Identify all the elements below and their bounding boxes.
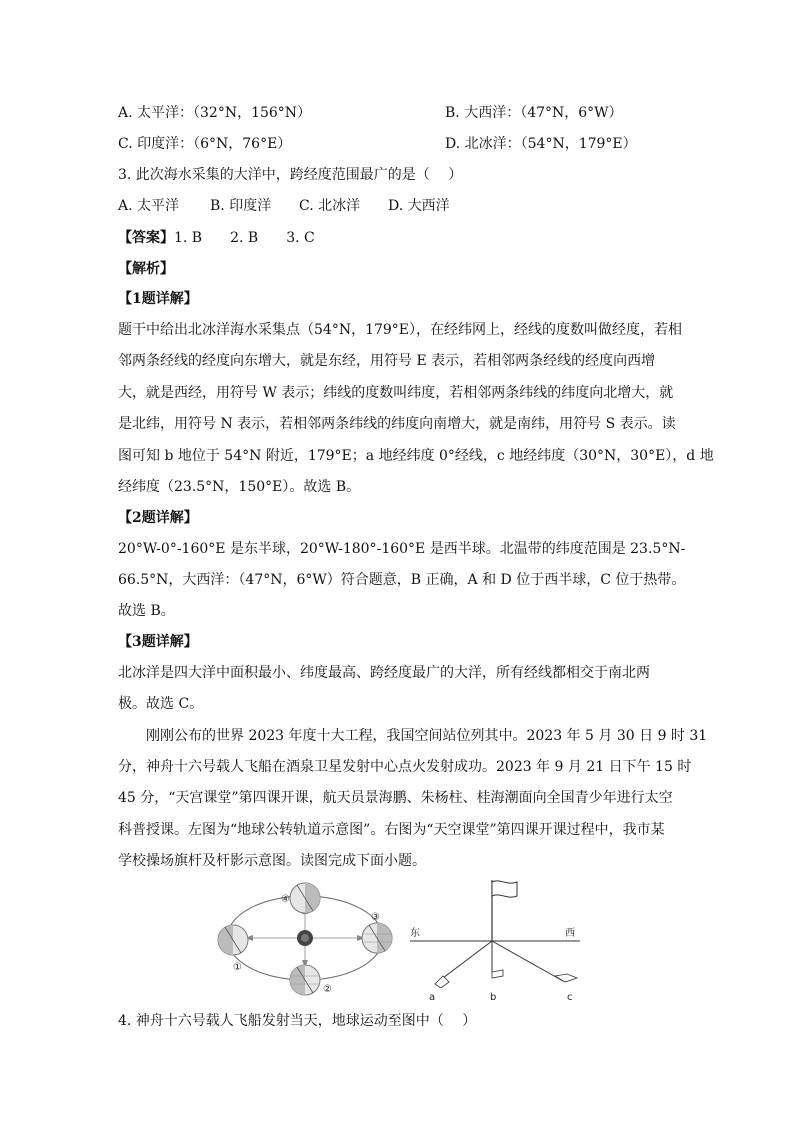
shadow-label-b: b — [490, 992, 497, 1003]
passage-line: 学校操场旗杆及杆影示意图。读图完成下面小题。 — [118, 853, 426, 869]
detail-2-heading: 【2题详解】 — [118, 510, 198, 526]
orbit-label-2: ② — [323, 984, 332, 995]
q3-option-b: B. 印度洋 — [210, 198, 272, 214]
q3-option-a: A. 太平洋 — [118, 198, 180, 214]
detail-1-line: 是北纬，用符号 N 表示，若相邻两条纬线的纬度向南增大，就是南纬，用符号 S 表示。读 — [118, 416, 676, 432]
q2-option-b: B. 大西洋：（47°N，6°W） — [445, 105, 623, 121]
answer-line — [118, 228, 315, 248]
figure-orbit-and-flagpole — [205, 876, 595, 1006]
flag-icon — [492, 881, 517, 897]
detail-1-line: 经纬度（23.5°N，150°E）。故选 B。 — [118, 479, 361, 495]
orbit-label-3: ③ — [371, 912, 380, 923]
q3-stem: 3. 此次海水采集的大洋中，跨经度范围最广的是（ ） — [118, 167, 463, 183]
q2-option-d: D. 北冰洋：（54°N，179°E） — [445, 136, 637, 152]
detail-1-line: 大，就是西经，用符号 W 表示；纬线的度数叫纬度，若相邻两条纬线的纬度向北增大，就 — [118, 385, 674, 401]
detail-3-line: 北冰洋是四大洋中面积最小、纬度最高、跨经度最广的大洋，所有经线都相交于南北两 — [118, 665, 650, 681]
earth-orbit-diagram — [218, 883, 392, 995]
detail-1-heading: 【1题详解】 — [118, 291, 198, 307]
detail-1-line: 题干中给出北冰洋海水采集点（54°N，179°E），在经纬网上，经线的度数叫做经度，若相 — [118, 322, 683, 338]
earth-position-top — [290, 883, 320, 913]
east-label: 东 — [410, 928, 420, 939]
answer-label: 【答案】 — [118, 230, 174, 246]
orbit-label-4: ④ — [281, 894, 290, 905]
q3-option-d: D. 大西洋 — [388, 198, 450, 214]
detail-3-line: 极。故选 C。 — [118, 696, 204, 712]
west-label: 西 — [565, 928, 575, 939]
earth-position-bottom — [290, 965, 320, 995]
detail-2-line: 20°W-0°-160°E 是东半球，20°W-180°-160°E 是西半球。北温带的纬度范围是 23.5°N- — [118, 541, 686, 557]
detail-1-line: 邻两条经线的经度向东增大，就是东经，用符号 E 表示，若相邻两条经线的经度向西增 — [118, 353, 656, 369]
q4-stem: 4. 神舟十六号载人飞船发射当天，地球运动至图中（ ） — [118, 1013, 477, 1029]
detail-2-line: 故选 B。 — [118, 603, 175, 619]
passage-line: 分，神舟十六号载人飞船在酒泉卫星发射中心点火发射成功。2023 年 9 月 21 日下午 15 时 — [118, 759, 692, 775]
earth-position-right — [362, 923, 392, 953]
passage-line: 刚刚公布的世界 2023 年度十大工程，我国空间站位列其中。2023 年 5 月 30 日 9 时 31 — [146, 728, 708, 744]
answer-values: 1. B 2. B 3. C — [174, 230, 315, 246]
passage-line: 科普授课。左图为“地球公转轨道示意图”。右图为“天空课堂”第四课开课过程中，我市某 — [118, 822, 665, 838]
shadow-label-a: a — [429, 992, 436, 1003]
analysis-label: 【解析】 — [118, 261, 174, 277]
q2-option-a: A. 太平洋：（32°N，156°N） — [118, 105, 312, 121]
shadow-label-c: c — [567, 992, 573, 1003]
detail-2-line: 66.5°N，大西洋：（47°N，6°W）符合题意，B 正确，A 和 D 位于西半球，C 位于热带。 — [118, 572, 686, 588]
earth-position-left — [218, 925, 248, 955]
detail-1-line: 图可知 b 地位于 54°N 附近，179°E；a 地经纬度 0°经线，c 地经纬度（30°N，30°E），d 地 — [118, 448, 714, 464]
flagpole-shadow-diagram — [410, 880, 580, 1003]
detail-3-heading: 【3题详解】 — [118, 634, 198, 650]
passage-line: 45 分，“天宫课堂”第四课开课，航天员景海鹏、朱杨柱、桂海潮面向全国青少年进行太空 — [118, 790, 673, 806]
q2-option-c: C. 印度洋：（6°N，76°E） — [118, 136, 292, 152]
q3-option-c: C. 北冰洋 — [299, 198, 361, 214]
orbit-label-1: ① — [233, 962, 242, 973]
